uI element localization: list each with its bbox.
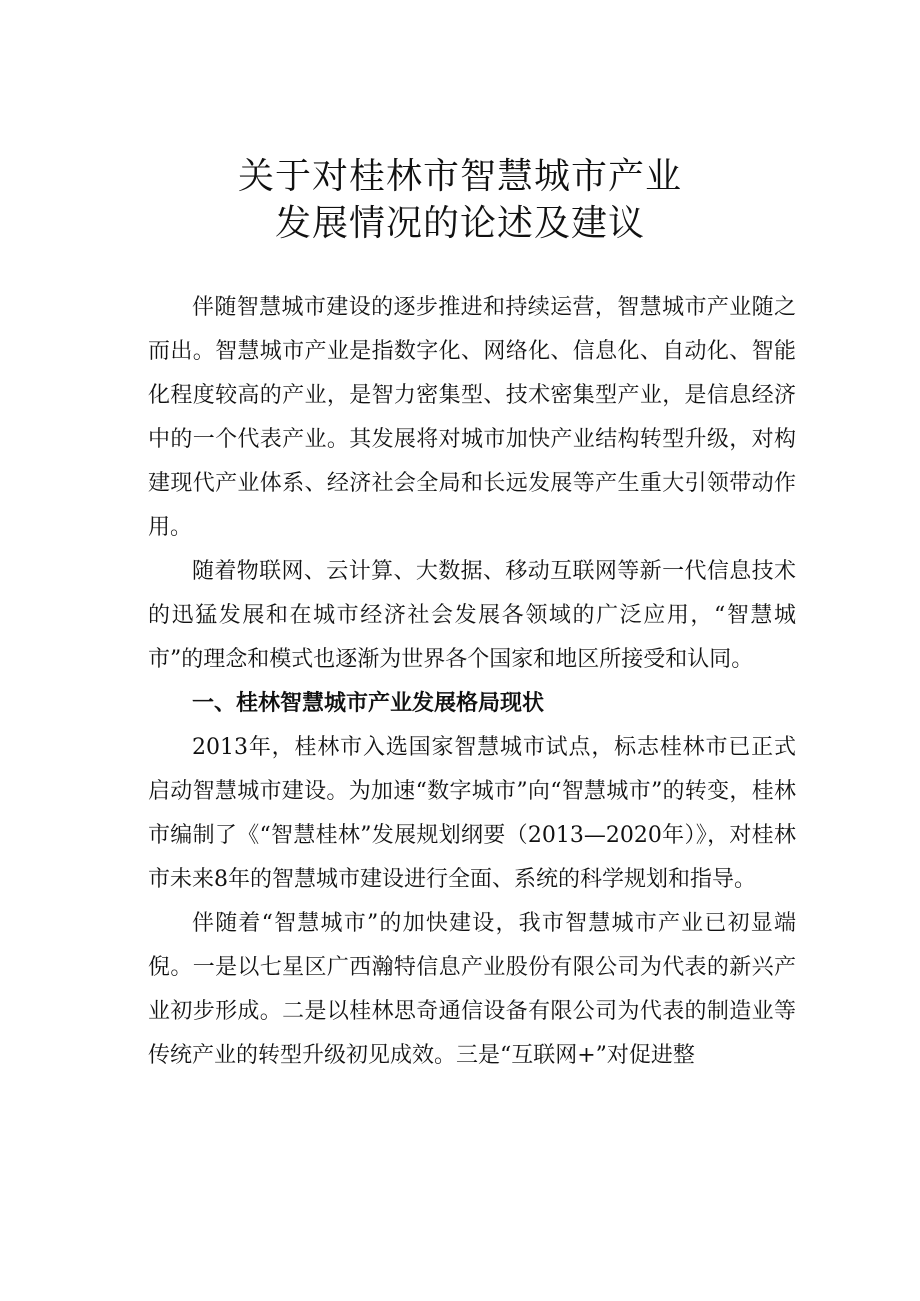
document-title-line-2: 发展情况的论述及建议 xyxy=(274,203,645,244)
section-1-heading: 一、桂林智慧城市产业发展格局现状 xyxy=(192,691,545,716)
intro-paragraph-2: 随着物联网、云计算、大数据、移动互联网等新一代信息技术的迅猛发展和在城市经济社会发展各领域的广泛应用，“智慧城市”的理念和模式也逐渐为世界各个国家和地区所接受和认同。 xyxy=(148,559,796,672)
intro-paragraph-1: 伴随智慧城市建设的逐步推进和持续运营，智慧城市产业随之而出。智慧城市产业是指数字化、网络化、信息化、自动化、智能化程度较高的产业，是智力密集型、技术密集型产业，是信息经济中的一个代表产业。其发展将对城市加快产业结构转型升级，对构建现代产业体系、经济社会全局和长远发展等产生重大引领带动作用。 xyxy=(148,295,796,540)
document-body xyxy=(148,286,796,1078)
document-title-line-1: 关于对桂林市智慧城市产业 xyxy=(237,156,682,197)
section-1-paragraph-1: 2013年，桂林市入选国家智慧城市试点，标志桂林市已正式启动智慧城市建设。为加速“数字城市”向“智慧城市”的转变，桂林市编制了《“智慧桂林”发展规划纲要（2013—2020年）》，对桂林市未来8年的智慧城市建设进行全面、系统的科学规划和指导。 xyxy=(148,735,796,892)
section-1-paragraph-2: 伴随着“智慧城市”的加快建设，我市智慧城市产业已初显端倪。一是以七星区广西瀚特信息产业股份有限公司为代表的新兴产业初步形成。二是以桂林思奇通信设备有限公司为代表的制造业等传统产业的转型升级初见成效。三是“互联网+”对促进整 xyxy=(148,911,796,1068)
